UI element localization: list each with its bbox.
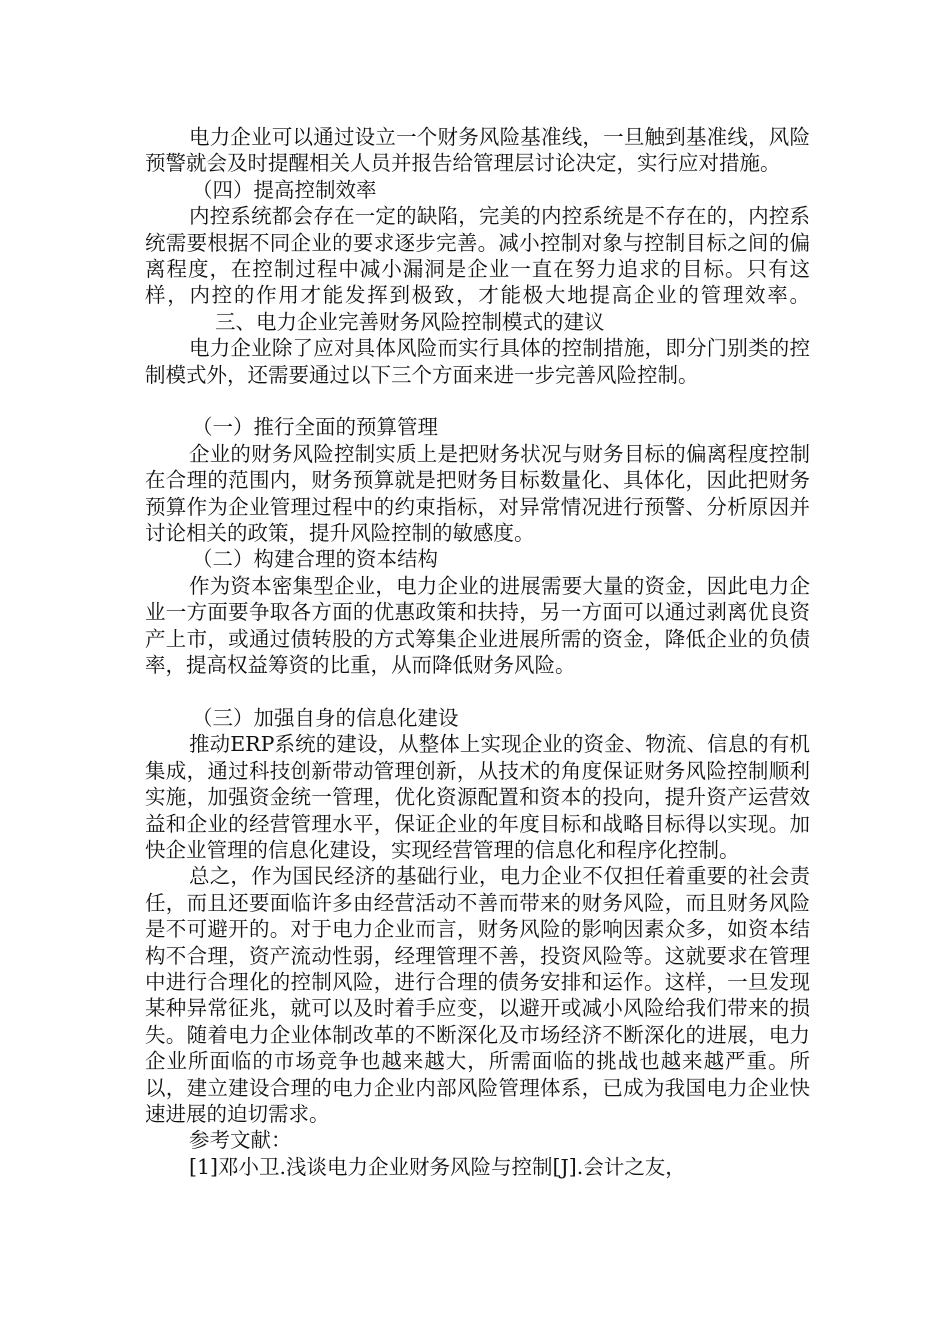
paragraph-erp: 推动ERP系统的建设，从整体上实现企业的资金、物流、信息的有机集成，通过科技创新带动管理创新，从技术的角度保证财务风险控制顺利实施，加强资金统一管理，优化资源配置和资本的投向，提升资产运营效益和企业的经营管理水平，保证企业的年度目标和战略目标得以实现。加快企业管理的信息化建设，实现经营管理的信息化和程序化控制。 xyxy=(145,732,810,862)
references-title: 参考文献： xyxy=(189,1128,292,1153)
paragraph-risk-baseline: 电力企业可以通过设立一个财务风险基准线，一旦触到基准线，风险预警就会及时提醒相关人员并报告给管理层讨论决定，实行应对措施。 xyxy=(145,125,810,176)
heading-capital-structure: （二）构建合理的资本结构 xyxy=(192,547,438,572)
heading-budget-management: （一）推行全面的预算管理 xyxy=(192,415,438,440)
blank-line xyxy=(145,679,810,705)
paragraph-internal-control xyxy=(145,203,810,335)
paragraph-three-aspects: 电力企业除了应对具体风险而实行具体的控制措施，即分门别类的控制模式外，还需要通过以下三个方面来进一步完善风险控制。 xyxy=(145,336,810,387)
paragraph-internal-control-text: 内控系统都会存在一定的缺陷，完美的内控系统是不存在的，内控系统需要根据不同企业的要求逐步完善。减小控制对象与控制目标之间的偏离程度，在控制过程中减小漏洞是企业一直在努力追求的目标。只有这样，内控的作用才能发挥到极致，才能极大地提高企业的管理效率。 xyxy=(145,204,810,308)
heading-improve-control-efficiency: （四）提高控制效率 xyxy=(192,177,377,202)
paragraph-conclusion: 总之，作为国民经济的基础行业，电力企业不仅担任着重要的社会责任，而且还要面临许多由经营活动不善而带来的财务风险，而且财务风险是不可避开的。对于电力企业而言，财务风险的影响因素众多，如资本结构不合理，资产流动性弱，经理管理不善，投资风险等。这就要求在管理中进行合理化的控制风险，进行合理的债务安排和运作。这样，一旦发现某种异常征兆，就可以及时着手应变，以避开或减小风险给我们带来的损失。随着电力企业体制改革的不断深化及市场经济不断深化的进展，电力企业所面临的市场竞争也越来越大，所需面临的挑战也越来越严重。所以，建立建设合理的电力企业内部风险管理体系，已成为我国电力企业快速进展的迫切需求。 xyxy=(145,864,810,1126)
blank-line xyxy=(145,388,810,414)
heading-informatization: （三）加强自身的信息化建设 xyxy=(192,705,459,730)
section-three-heading: 三、电力企业完善财务风险控制模式的建议 xyxy=(215,309,605,334)
reference-item-1: [1]邓小卫.浅谈电力企业财务风险与控制[J].会计之友， xyxy=(189,1154,686,1179)
paragraph-capital: 作为资本密集型企业，电力企业的进展需要大量的资金，因此电力企业一方面要争取各方面的优惠政策和扶持，另一方面可以通过剥离优良资产上市，或通过债转股的方式筹集企业进展所需的资金，降低企业的负债率，提高权益筹资的比重，从而降低财务风险。 xyxy=(145,573,810,678)
document-body xyxy=(145,124,810,1180)
paragraph-budget: 企业的财务风险控制实质上是把财务状况与财务目标的偏离程度控制在合理的范围内，财务预算就是把财务目标数量化、具体化，因此把财务预算作为企业管理过程中的约束指标，对异常情况进行预警、分析原因并讨论相关的政策，提升风险控制的敏感度。 xyxy=(145,441,810,546)
